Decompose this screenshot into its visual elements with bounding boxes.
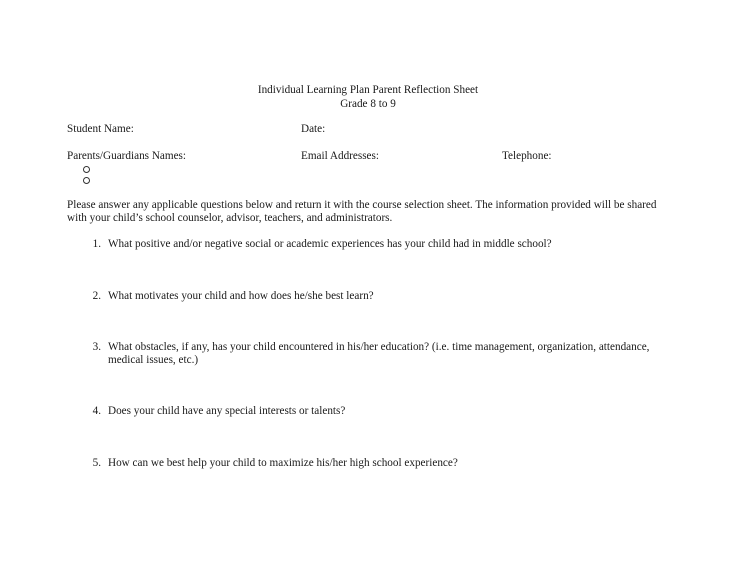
- parents-names-label: Parents/Guardians Names:: [67, 150, 186, 162]
- question-number: 5.: [92, 457, 101, 469]
- question-number: 1.: [92, 238, 101, 250]
- question-text: What motivates your child and how does he/she best learn?: [108, 290, 374, 302]
- question-text: How can we best help your child to maximize his/her high school experience?: [108, 457, 458, 469]
- question-text: What positive and/or negative social or academic experiences has your child had in middle school?: [108, 238, 552, 250]
- bullet-icon: [83, 177, 90, 184]
- question-text: What obstacles, if any, has your child encountered in his/her education? (i.e. time management, organization, attendance, medical issues, etc.): [108, 341, 650, 367]
- student-name-label: Student Name:: [67, 123, 134, 135]
- document-subtitle: Grade 8 to 9: [340, 98, 396, 110]
- telephone-label: Telephone:: [502, 150, 552, 162]
- document-title: Individual Learning Plan Parent Reflection Sheet: [257, 84, 479, 96]
- question-number: 3.: [92, 341, 101, 353]
- bullet-icon: [83, 166, 90, 173]
- question-number: 4.: [92, 405, 101, 417]
- date-label: Date:: [301, 123, 326, 135]
- question-number: 2.: [92, 290, 101, 302]
- email-addresses-label: Email Addresses:: [301, 150, 379, 162]
- instructions-paragraph: Please answer any applicable questions below and return it with the course selection sheet. The information provided will be shared with your child’s school counselor, advisor, teachers, and administrators.: [67, 199, 657, 225]
- question-text: Does your child have any special interests or talents?: [108, 405, 346, 417]
